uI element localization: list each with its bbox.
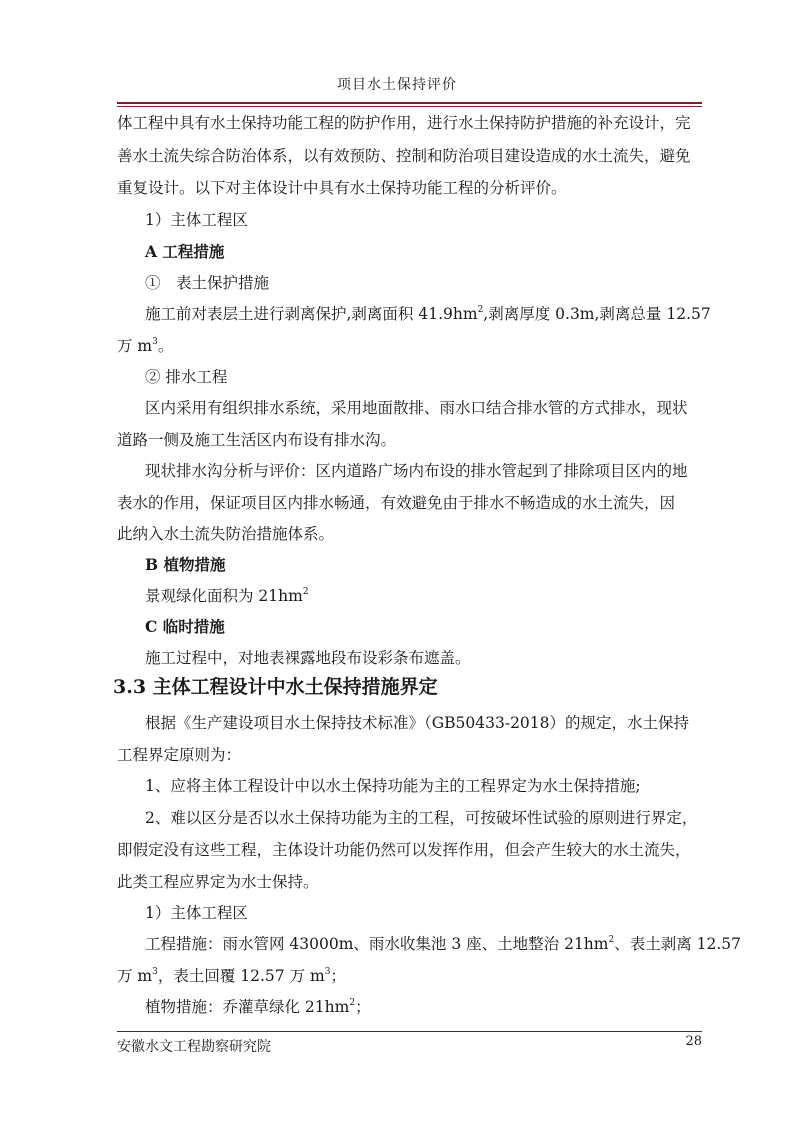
drainage-eval-line-1: 现状排水沟分析与评价：区内道路广场内布设的排水管起到了排除项目区内的地 (145, 462, 688, 480)
footer-divider (117, 1031, 702, 1032)
standard-paragraph-line-1: 根据《生产建设项目水土保持技术标准》（GB50433-2018）的规定，水土保持 (145, 714, 690, 732)
page-number: 28 (685, 1034, 702, 1049)
engineering-summary-line-2: 万 $m^3$，表土回覆 12.57 万 $m^3$； (117, 966, 346, 985)
zone1-title: 1）主体工程区 (145, 211, 248, 229)
temporary-measures-title: C 临时措施 (145, 617, 225, 636)
rule-2-line-1: 2、难以区分是否以水土保持功能为主的工程，可按破坏性试验的原则进行界定， (145, 809, 698, 827)
drainage-eval-line-2: 表水的作用，保证项目区内排水畅通，有效避免由于排水不畅造成的水土流失，因 (117, 494, 676, 512)
plant-summary-line: 植物措施：乔灌草绿化 $21hm^2$； (145, 997, 371, 1016)
drainage-title: ② 排水工程 (145, 368, 228, 386)
engineering-measures-title: A 工程措施 (145, 242, 225, 261)
section-heading: 3.3 主体工程设计中水土保持措施界定 (113, 676, 438, 698)
rule-2-line-3: 此类工程应界定为水士保持。 (117, 873, 319, 891)
drainage-eval-line-3: 此纳入水土流失防治措施体系。 (117, 525, 335, 543)
section-zone1-title: 1）主体工程区 (145, 904, 248, 922)
temporary-measures-text: 施工过程中，对地表裸露地段布设彩条布遮盖。 (145, 649, 471, 667)
plant-measures-text: 景观绿化面积为 $21hm^2$ (145, 586, 309, 605)
intro-line-2: 善水土流失综合防治体系，以有效预防、控制和防治项目建设造成的水土流失，避免 (117, 147, 691, 165)
topsoil-text-line-2: 万 $m^3$。 (117, 336, 174, 355)
topsoil-protection-title: ① 表土保护措施 (145, 274, 270, 292)
rule-1: 1、应将主体工程设计中以水土保持功能为主的工程界定为水土保持措施; (145, 777, 641, 795)
intro-line-3: 重复设计。以下对主体设计中具有水土保持功能工程的分析评价。 (117, 179, 567, 197)
footer-organization: 安徽水文工程勘察研究院 (117, 1039, 271, 1055)
plant-measures-title: B 植物措施 (145, 555, 226, 574)
header-divider (117, 102, 702, 107)
rule-2-line-2: 即假定没有这些工程，主体设计功能仍然可以发挥作用，但会产生较大的水土流失， (117, 841, 691, 859)
page-header-title: 项目水土保持评价 (337, 77, 457, 93)
drainage-text-line-1: 区内采用有组织排水系统，采用地面散排、雨水口结合排水管的方式排水，现状 (145, 399, 688, 417)
standard-paragraph-line-2: 工程界定原则为： (117, 746, 242, 764)
topsoil-text-line-1: 施工前对表层土进行剥离保护,剥离面积 $41.9hm^2$,剥离厚度 0.3m,剥离总量 12.57 (145, 304, 711, 323)
engineering-summary-line-1: 工程措施：雨水管网 43000m、雨水收集池 3 座、土地整治 $21hm^2$、表土剥离 12.57 (145, 934, 742, 953)
intro-line-1: 体工程中具有水土保持功能工程的防护作用，进行水土保持防护措施的补充设计，完 (117, 114, 691, 132)
drainage-text-line-2: 道路一侧及施工生活区内布设有排水沟。 (117, 431, 397, 449)
